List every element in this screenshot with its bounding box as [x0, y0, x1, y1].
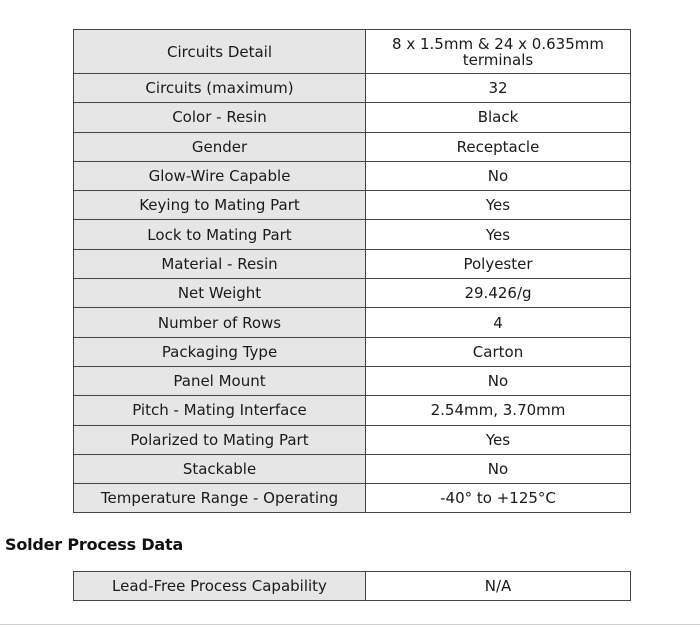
- table-row: [74, 308, 631, 337]
- spec-label: Packaging Type: [74, 337, 366, 366]
- spec-value: No: [366, 366, 631, 395]
- spec-label: Polarized to Mating Part: [74, 425, 366, 454]
- table-row: [74, 191, 631, 220]
- spec-value: Yes: [366, 191, 631, 220]
- section-heading-solder-process: Solder Process Data: [5, 535, 184, 554]
- spec-label: Number of Rows: [74, 308, 366, 337]
- spec-label: Lock to Mating Part: [74, 220, 366, 249]
- table-row: [74, 396, 631, 425]
- specifications-table: [73, 29, 631, 513]
- spec-value: Carton: [366, 337, 631, 366]
- spec-value: Yes: [366, 220, 631, 249]
- table-row: [74, 454, 631, 483]
- table-row: [74, 220, 631, 249]
- table-row: [74, 425, 631, 454]
- table-row: [74, 161, 631, 190]
- spec-label: Glow-Wire Capable: [74, 161, 366, 190]
- spec-value: -40° to +125°C: [366, 484, 631, 513]
- spec-label: Circuits (maximum): [74, 74, 366, 103]
- table-row: [74, 572, 631, 601]
- table-row: [74, 366, 631, 395]
- table-row: [74, 279, 631, 308]
- table-row: [74, 249, 631, 278]
- table-row: [74, 337, 631, 366]
- solder-process-table: [73, 571, 631, 601]
- table-row: [74, 30, 631, 74]
- spec-label: Pitch - Mating Interface: [74, 396, 366, 425]
- spec-value: 4: [366, 308, 631, 337]
- spec-value: No: [366, 454, 631, 483]
- spec-value: Black: [366, 103, 631, 132]
- spec-label: Material - Resin: [74, 249, 366, 278]
- spec-value: 29.426/g: [366, 279, 631, 308]
- table-row: [74, 132, 631, 161]
- table-row: [74, 484, 631, 513]
- spec-label: Circuits Detail: [74, 30, 366, 74]
- spec-label: Keying to Mating Part: [74, 191, 366, 220]
- table-row: [74, 74, 631, 103]
- spec-label: Panel Mount: [74, 366, 366, 395]
- spec-value: 8 x 1.5mm & 24 x 0.635mm terminals: [366, 30, 631, 74]
- spec-label: Lead-Free Process Capability: [74, 572, 366, 601]
- spec-value: Receptacle: [366, 132, 631, 161]
- spec-value: Polyester: [366, 249, 631, 278]
- spec-value: N/A: [366, 572, 631, 601]
- spec-label: Stackable: [74, 454, 366, 483]
- spec-value: 2.54mm, 3.70mm: [366, 396, 631, 425]
- spec-label: Color - Resin: [74, 103, 366, 132]
- spec-label: Gender: [74, 132, 366, 161]
- spec-label: Net Weight: [74, 279, 366, 308]
- divider: [0, 624, 700, 625]
- spec-label: Temperature Range - Operating: [74, 484, 366, 513]
- table-row: [74, 103, 631, 132]
- spec-value: 32: [366, 74, 631, 103]
- spec-value: No: [366, 161, 631, 190]
- spec-value: Yes: [366, 425, 631, 454]
